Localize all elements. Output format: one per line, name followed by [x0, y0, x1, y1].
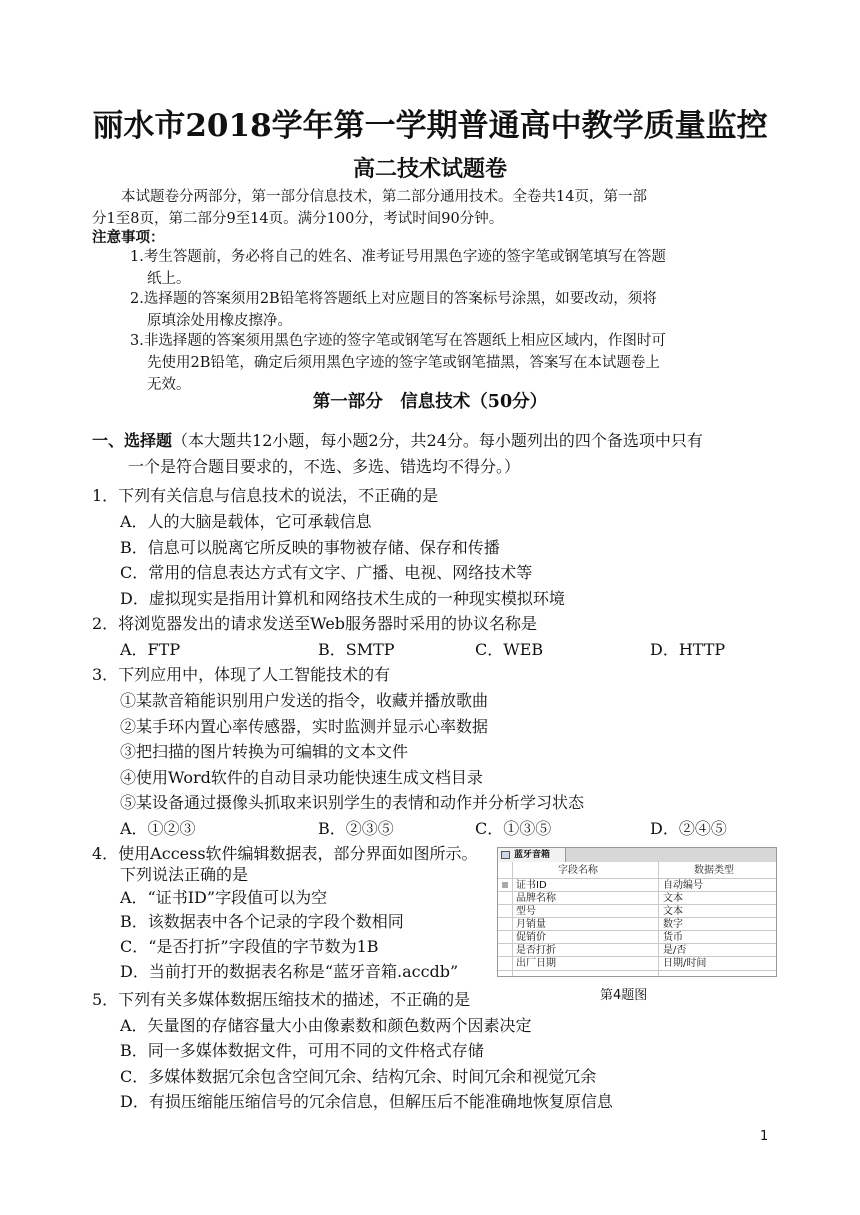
access-row	[498, 943, 776, 957]
access-tab-bar	[498, 848, 776, 862]
q3-option-a: A．①②③	[120, 819, 196, 838]
table-icon	[501, 851, 510, 859]
exam-title: 丽水市2018学年第一学期普通高中教学质量监控	[92, 108, 768, 144]
q3-statement-3: ③把扫描的图片转换为可编辑的文本文件	[120, 742, 409, 761]
notice-item-3-line-2: 先使用2B铅笔，确定后须用黑色字迹的签字笔或钢笔描黑，答案写在本试题卷上	[147, 355, 660, 371]
intro-paragraph	[92, 186, 782, 230]
q5-option-a: A．矢量图的存储容量大小由像素数和颜色数两个因素决定	[120, 1016, 532, 1035]
access-table-figure	[497, 847, 777, 977]
access-field-type: 文本	[663, 893, 683, 904]
q3-option-b: B．②③⑤	[318, 819, 394, 838]
q1-stem: 1．下列有关信息与信息技术的说法，不正确的是	[92, 486, 439, 505]
notice-item-1-line-1: 1.考生答题前，务必将自己的姓名、准考证号用黑色字迹的签字笔或钢笔填写在答题	[130, 249, 666, 265]
q3-statement-5: ⑤某设备通过摄像头抓取来识别学生的表情和动作并分析学习状态	[120, 793, 585, 812]
q1-option-a: A．人的大脑是载体，它可承载信息	[120, 512, 372, 531]
q4-option-b: B．该数据表中各个记录的字段个数相同	[120, 912, 404, 931]
access-table-tab-label: 蓝牙音箱	[514, 850, 551, 860]
access-field-type: 文本	[663, 906, 683, 917]
access-row	[498, 891, 776, 905]
q4-option-a: A．“证书ID”字段值可以为空	[120, 888, 328, 907]
q3-statement-4: ④使用Word软件的自动目录功能快速生成文档目录	[120, 768, 483, 787]
access-row	[498, 930, 776, 944]
access-row	[498, 917, 776, 931]
q1-option-d: D．虚拟现实是指用计算机和网络技术生成的一种现实模拟环境	[120, 589, 565, 608]
intro-line-1: 本试题卷分两部分，第一部分信息技术，第二部分通用技术。全卷共14页，第一部	[121, 189, 647, 205]
notice-item-1	[130, 246, 770, 290]
q3-stem: 3．下列应用中，体现了人工智能技术的有	[92, 665, 391, 684]
notice-item-2-line-1: 2.选择题的答案须用2B铅笔将答题纸上对应题目的答案标号涂黑，如要改动，须将	[130, 291, 657, 307]
access-field-name: 月销量	[516, 919, 546, 930]
notice-heading: 注意事项：	[92, 229, 165, 246]
notice-item-1-line-2: 纸上。	[147, 271, 191, 287]
notice-item-2-line-2: 原填涂处用橡皮擦净。	[147, 313, 292, 329]
q4-stem-line-2: 下列说法正确的是	[120, 865, 249, 884]
access-field-type: 自动编号	[663, 880, 703, 891]
section1-heading	[92, 428, 782, 480]
access-row	[498, 956, 776, 971]
q5-option-d: D．有损压缩能压缩信号的冗余信息，但解压后不能准确地恢复原信息	[120, 1092, 613, 1111]
access-field-name: 品牌名称	[516, 893, 556, 904]
notice-item-3	[130, 330, 770, 396]
access-col-type-header: 数据类型	[694, 865, 734, 876]
access-field-name: 型号	[516, 906, 536, 917]
notice-item-3-line-3: 无效。	[147, 377, 191, 393]
part1-title: 第一部分 信息技术（50分）	[312, 392, 548, 412]
q4-stem-line-1: 4．使用Access软件编辑数据表，部分界面如图所示。	[92, 844, 478, 863]
q5-stem: 5．下列有关多媒体数据压缩技术的描述，不正确的是	[92, 990, 471, 1009]
access-field-type: 是/否	[663, 945, 687, 956]
access-row	[498, 904, 776, 918]
access-field-type: 货币	[663, 932, 683, 943]
figure-caption: 第4题图	[600, 988, 648, 1003]
q5-option-c: C．多媒体数据冗余包含空间冗余、结构冗余、时间冗余和视觉冗余	[120, 1067, 597, 1086]
access-field-type: 数字	[663, 919, 683, 930]
row-selector-icon	[502, 882, 508, 888]
q1-option-b: B．信息可以脱离它所反映的事物被存储、保存和传播	[120, 538, 500, 557]
q4-option-d: D．当前打开的数据表名称是“蓝牙音箱.accdb”	[120, 962, 459, 981]
q3-option-c: C．①③⑤	[475, 819, 552, 838]
q3-statement-1: ①某款音箱能识别用户发送的指令，收藏并播放歌曲	[120, 691, 489, 710]
q3-option-d: D．②④⑤	[650, 819, 727, 838]
page-number: 1	[760, 1129, 769, 1144]
access-table-tab	[498, 848, 566, 862]
access-field-name: 出厂日期	[516, 958, 556, 969]
section1-desc-2: 一个是符合题目要求的，不选、多选、错选均不得分。）	[128, 457, 521, 476]
access-row	[498, 878, 776, 892]
access-field-name: 是否打折	[516, 945, 556, 956]
access-field-type: 日期/时间	[663, 958, 707, 969]
notice-item-3-line-1: 3.非选择题的答案须用黑色字迹的签字笔或钢笔写在答题纸上相应区域内，作图时可	[130, 333, 666, 349]
q1-option-c: C．常用的信息表达方式有文字、广播、电视、网络技术等	[120, 563, 533, 582]
q4-option-c: C．“是否打折”字段值的字节数为1B	[120, 937, 379, 956]
intro-line-2: 分1至8页，第二部分9至14页。满分100分，考试时间90分钟。	[92, 211, 504, 227]
q2-stem: 2．将浏览器发出的请求发送至Web服务器时采用的协议名称是	[92, 614, 538, 633]
access-field-name: 证书ID	[516, 880, 547, 891]
q2-option-b: B．SMTP	[318, 640, 395, 659]
q3-statement-2: ②某手环内置心率传感器，实时监测并显示心率数据	[120, 717, 489, 736]
section1-label: 一、选择题	[92, 431, 173, 450]
access-field-name: 促销价	[516, 932, 546, 943]
q5-option-b: B．同一多媒体数据文件，可用不同的文件格式存储	[120, 1041, 484, 1060]
notice-item-2	[130, 288, 770, 332]
q2-option-d: D．HTTP	[650, 640, 726, 659]
section1-desc-1: （本大题共12小题，每小题2分，共24分。每小题列出的四个备选项中只有	[172, 431, 703, 450]
q2-option-a: A．FTP	[120, 640, 181, 659]
q2-option-c: C．WEB	[475, 640, 544, 659]
exam-subtitle: 高二技术试题卷	[352, 156, 507, 182]
access-col-field-header: 字段名称	[558, 865, 598, 876]
